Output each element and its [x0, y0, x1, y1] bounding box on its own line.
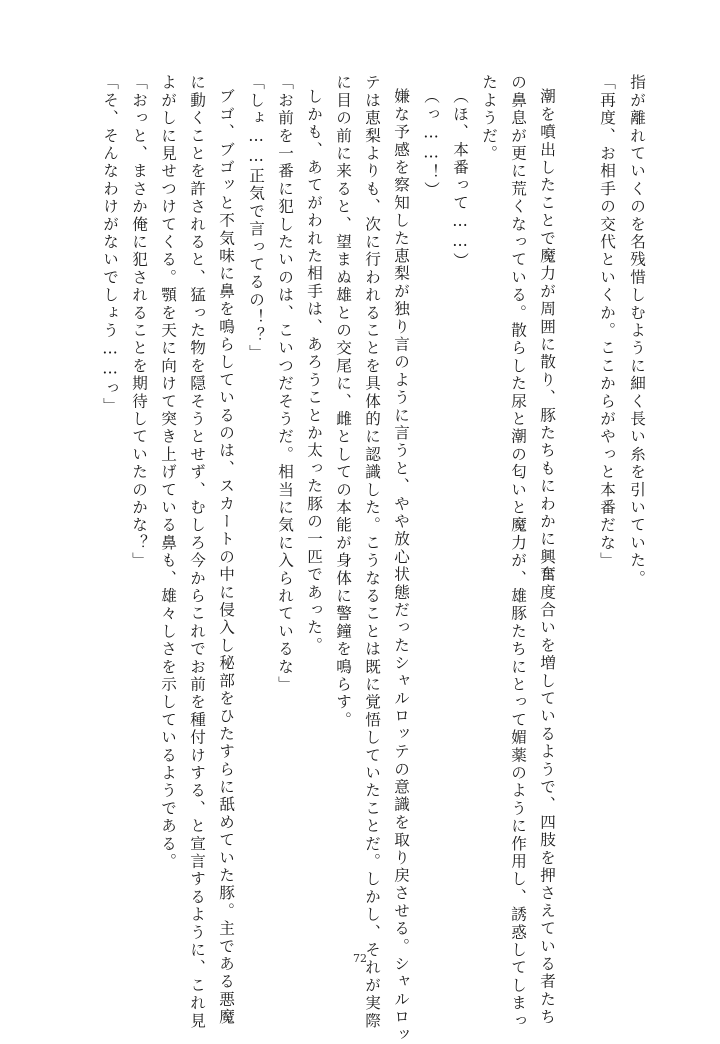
text-line: 「そ、そんなわけがないでしょう……っ」 — [101, 74, 119, 416]
text-line: しかも、あてがわれた相手は、あろうことか太った豚の一匹であった。 — [305, 88, 323, 655]
text-line: 嫌な予感を察知した恵梨が独り言のように言うと、やや放心状態だったシャルロッテの意識を取り戻させる。シャルロッ — [392, 88, 410, 1044]
text-line: 「おっと、まさか俺に犯されることを期待していたのかな？」 — [130, 74, 148, 570]
text-line: 指が離れていくのを名残惜しむように細く長い糸を引いていた。 — [628, 74, 646, 588]
text-line: （ほ、本番って……） — [451, 88, 469, 270]
text-line: よがしに見せつけてくる。顎を天に向けて突き上げている鼻も、雄々しさを示しているようである。 — [159, 74, 177, 871]
text-line: の鼻息が更に荒くなっている。散らした尿と潮の匂いと魔力が、雄豚たちにとって媚薬のように作用し、誘惑してしまっ — [509, 74, 527, 1030]
text-line: （っ……！） — [422, 88, 440, 199]
text-line: ブゴ、ブゴッと不気味に鼻を鳴らしているのは、スカートの中に侵入し秘部をひたすらに舐めていた豚。主である悪魔 — [217, 88, 235, 1027]
text-line: に動くことを許されると、猛った物を隠そうとせず、むしろ今からこれでお前を種付けする、と宣言するように、これ見 — [188, 74, 206, 1030]
text-line: テは恵梨よりも、次に行われることを具体的に認識した。こうなることは既に覚悟していたことだ。しかし、それが実際 — [363, 74, 381, 1030]
text-line: に目の前に来ると、望まぬ雄との交尾に、雌としての本能が身体に警鐘を鳴らす。 — [334, 74, 352, 729]
page-number: 72 — [353, 952, 367, 965]
text-line: 潮を噴出したことで魔力が周囲に散り、豚たちもにわかに興奮度合いを増しているようで、四肢を押さえている者たち — [538, 88, 556, 1027]
text-line: たようだ。 — [480, 74, 498, 163]
text-line: 「しょ……正気で言ってるの！？」 — [247, 74, 265, 362]
text-line: 「再度、お相手の交代といくか。ここからがやっと本番だな」 — [598, 74, 616, 570]
text-line: 「お前を一番に犯したいのは、こいつだそうだ。相当に気に入られているな」 — [276, 74, 294, 694]
